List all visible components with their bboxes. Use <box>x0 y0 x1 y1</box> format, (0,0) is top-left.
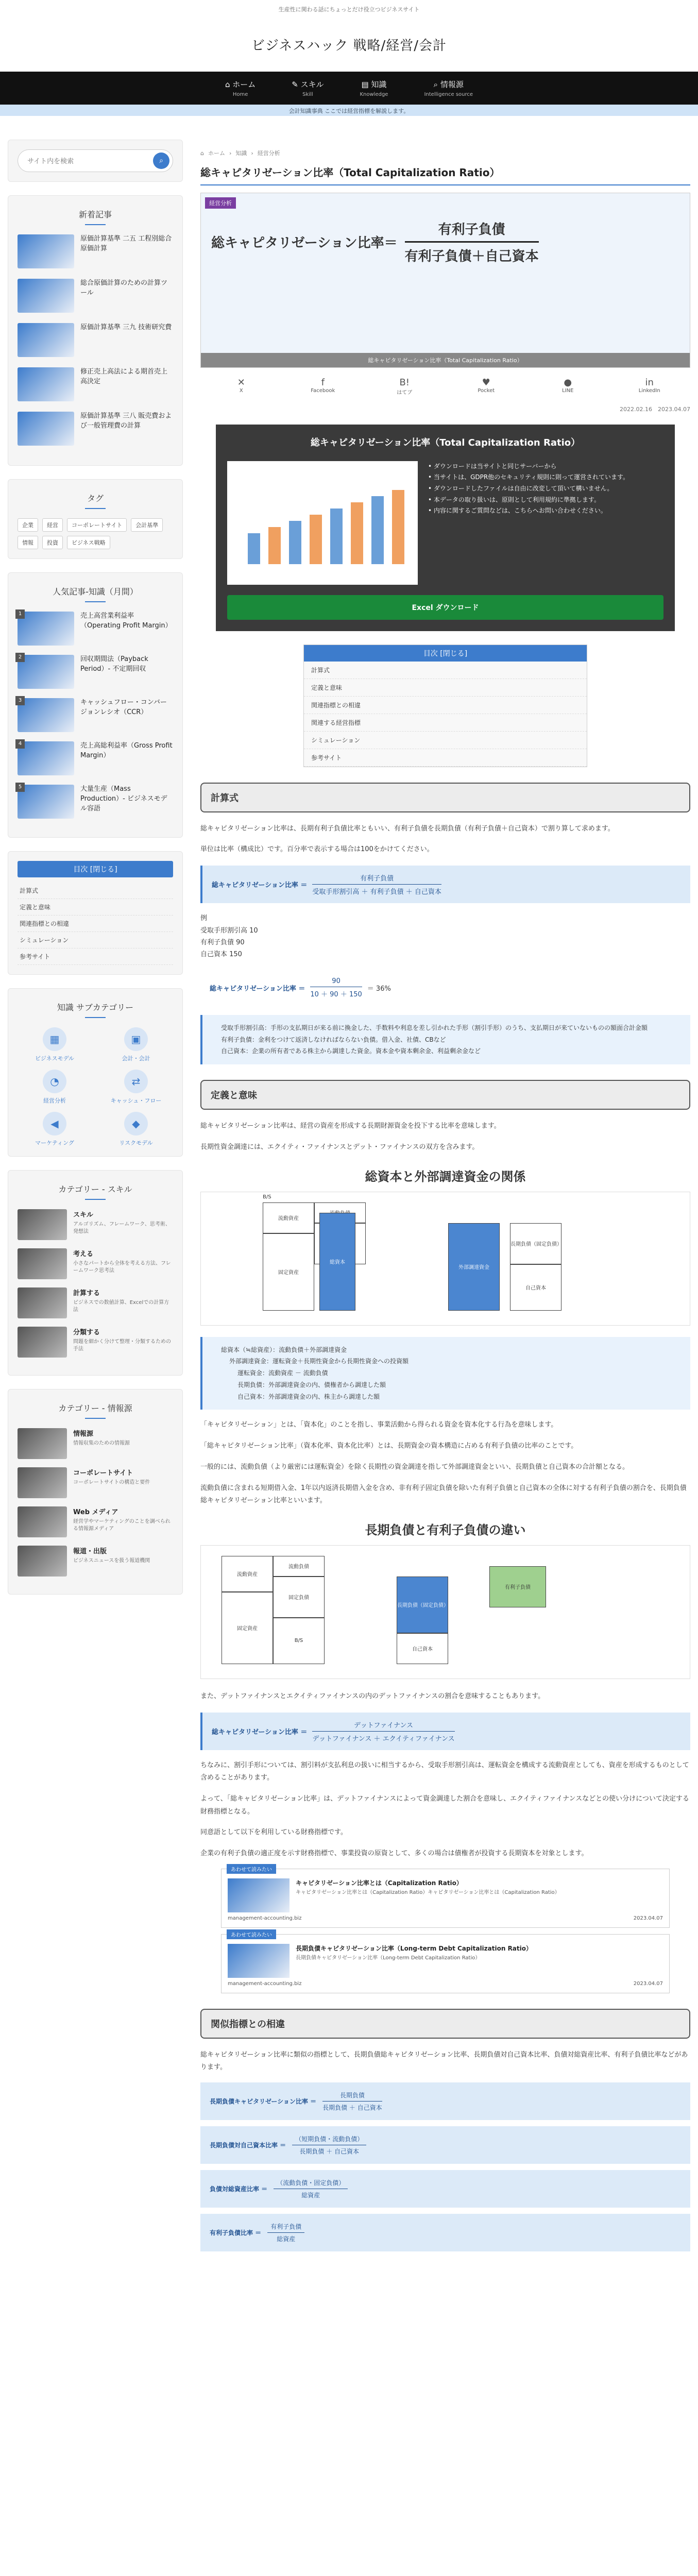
list-item[interactable]: 総合原価計算のための計算ツール <box>18 279 173 313</box>
related-formula: 有利子負債比率 ＝ 有利子負債 総資産 <box>200 2214 690 2251</box>
search-icon: ⌕ <box>159 157 163 165</box>
list-item[interactable]: 原価計算基準 二五 工程別総合原価計算 <box>18 234 173 268</box>
preview-bar <box>248 533 260 564</box>
skill-thumbnail <box>18 1248 67 1279</box>
facebook-icon: f <box>321 377 325 388</box>
list-item[interactable]: 修正売上高法による期首売上高決定 <box>18 367 173 401</box>
skill-icon: ✎ <box>292 80 301 89</box>
breadcrumb-item[interactable]: ホーム <box>208 150 225 157</box>
calculator-icon: ▣ <box>124 1027 148 1051</box>
rank-number: 2 <box>15 653 25 662</box>
knowledge-widget <box>8 988 183 1157</box>
info-item[interactable]: 情報源 情報収集のための情報源 <box>18 1428 173 1459</box>
download-box <box>216 425 675 631</box>
post-thumbnail <box>18 234 74 268</box>
toc-item[interactable]: 計算式 <box>304 662 587 679</box>
knowledge-grid <box>18 1027 173 1147</box>
related-link-card[interactable]: あわせて読みたい 長期負債キャピタリゼーション比率（Long-term Debt Capitalization Ratio） 長期負債キャピタリゼーション比率（Long-term Debt Capitalization Ratio） management-accounting.biz 2023.04.07 <box>221 1934 670 1993</box>
category-item[interactable]: ◆ リスクモデル <box>99 1112 173 1147</box>
toc-item[interactable]: 関連指標との相違 <box>18 916 173 932</box>
related-badge: あわせて読みたい <box>227 1864 276 1874</box>
skill-widget <box>8 1170 183 1376</box>
toc-header[interactable]: 目次 [閉じる] <box>18 861 173 877</box>
info-item[interactable]: コーポレートサイト コーポレートサイトの構造と要件 <box>18 1467 173 1498</box>
paragraph: 総キャピタリゼーション比率は、経営の資産を形成する長期財源資金を投下する比率を意味します。 <box>200 1122 501 1130</box>
ranking-widget <box>8 572 183 838</box>
post-thumbnail <box>18 367 74 401</box>
search-icon: ⌕ <box>433 80 440 89</box>
sidebar-toc <box>8 851 183 975</box>
list-item[interactable]: 原価計算基準 三九 技術研究費 <box>18 323 173 357</box>
eyecatch-fraction: $\frac{\text{有利子負債}}{\text{有利子負債＋自己資本}}$ <box>405 219 539 265</box>
x-icon: ✕ <box>237 377 245 388</box>
skill-title: カテゴリー - スキル <box>18 1183 173 1200</box>
share-hatena-button[interactable]: B! はてブ <box>384 377 425 396</box>
paragraph: 「キャピタリゼーション」とは、「資本化」のことを指し、事業活動から得られる資金を資本化する行為を意味します。 <box>200 1421 558 1429</box>
preview-bar <box>268 527 281 564</box>
toc-item[interactable]: 計算式 <box>18 883 173 899</box>
rank-number: 3 <box>15 696 25 705</box>
diagram-title: 総資本と外部調達資金の関係 <box>365 1169 526 1184</box>
ranking-title: 人気記事-知識（月間） <box>18 585 173 602</box>
shield-icon: ◆ <box>124 1112 148 1136</box>
category-item[interactable]: ◀ マーケティング <box>18 1112 92 1147</box>
formula-example: 総キャピタリゼーション比率 ＝ 90 10 ＋ 90 ＋ 150 ＝ 36% <box>200 970 690 1006</box>
home-icon: ⌂ <box>225 80 233 89</box>
flow-icon: ⇄ <box>124 1070 148 1093</box>
info-item[interactable]: Web メディア 経営学やマーケティングのことを調べられる情報源メディア <box>18 1506 173 1537</box>
nav-skill[interactable]: ✎ スキル Skill <box>292 80 324 97</box>
site-title[interactable]: ビジネスハック 戦略/経営/会計 <box>251 38 447 54</box>
rank-number: 4 <box>15 739 25 749</box>
tag-list <box>18 518 173 549</box>
pie-icon: ◔ <box>43 1070 66 1093</box>
megaphone-icon: ◀ <box>43 1112 66 1136</box>
post-thumbnail <box>18 741 74 775</box>
article <box>200 140 690 2258</box>
share-linkedin-button[interactable]: in LinkedIn <box>629 377 670 396</box>
share-pocket-button[interactable]: ♥ Pocket <box>466 377 507 396</box>
ranking-item[interactable]: 2 回収期間法（Payback Period）- 不定期回収 <box>18 655 173 689</box>
preview-bar <box>371 496 384 564</box>
list-item[interactable]: 原価計算基準 三八 販売費および一般管理費の計算 <box>18 412 173 446</box>
rank-number: 5 <box>15 783 25 792</box>
preview-bar <box>330 509 343 564</box>
tag-item[interactable]: 投資 <box>42 536 63 549</box>
post-thumbnail <box>18 323 74 357</box>
excel-preview-chart <box>227 461 418 585</box>
paragraph: 総キャピタリゼーション比率に類似の指標として、長期負債総キャピタリゼーション比率、長期負債対自己資本比率、負債対総資産比率、有利子負債比率などがあります。 <box>200 2050 688 2072</box>
skill-thumbnail <box>18 1327 67 1358</box>
top-tagline: 生産性に関わる話にちょっとだけ役立つビジネスサイト <box>278 6 420 13</box>
preview-bar <box>289 521 301 564</box>
line-icon: ● <box>564 377 572 388</box>
tag-item[interactable]: 情報 <box>18 536 38 549</box>
paragraph: 単位は比率（構成比）です。百分率で表示する場合は100をかけてください。 <box>200 845 434 854</box>
share-facebook-button[interactable]: f Facebook <box>302 377 344 396</box>
search-input[interactable] <box>27 157 153 165</box>
paragraph: 総キャピタリゼーション比率は、長期有利子負債比率ともいい、有利子負債を長期負債（有利子負債＋自己資本）で割り算して求めます。 <box>200 824 615 833</box>
eyecatch-image <box>200 193 690 368</box>
category-item[interactable]: ◔ 経営分析 <box>18 1070 92 1105</box>
excel-download-button[interactable]: Excel ダウンロード <box>227 595 663 620</box>
linkedin-icon: in <box>645 377 654 388</box>
section-heading-definition: 定義と意味 <box>200 1080 690 1110</box>
toc-item[interactable]: 関連する経営指標 <box>304 714 587 732</box>
toc-item[interactable]: シミュレーション <box>18 932 173 948</box>
preview-bar <box>392 490 404 564</box>
related-formula: 長期負債キャピタリゼーション比率 ＝ 長期負債 長期負債 ＋ 自己資本 <box>200 2082 690 2120</box>
post-thumbnail <box>18 279 74 313</box>
tag-item[interactable]: ビジネス戦略 <box>67 536 110 549</box>
nav-knowledge[interactable]: ▤ 知識 Knowledge <box>360 80 388 97</box>
breadcrumb-item[interactable]: 経営分析 <box>257 150 280 157</box>
download-notes: • ダウンロードは当サイトと同じサーバーから • 当サイトは、GDPR他のセキュリティ規則に則って運営されています。 • ダウンロードしたファイルは自由に改変して頂いて構いません。 • 本データの取り扱いは、原則として利用規約に準拠します。 • 内容に関するご質問などは、こちらへお問い合わせください。 <box>428 461 629 585</box>
global-nav <box>0 72 698 105</box>
share-line-button[interactable]: ● LINE <box>547 377 588 396</box>
paragraph: 長期性資金調達には、エクイティ・ファイナンスとデット・ファイナンスの双方を含みます。 <box>200 1143 479 1151</box>
tag-item[interactable]: 経営 <box>42 518 63 532</box>
skill-thumbnail <box>18 1287 67 1318</box>
ranking-item[interactable]: 3 キャッシュフロー・コンバージョンレシオ（CCR） <box>18 698 173 732</box>
section-heading-calc: 計算式 <box>200 783 690 812</box>
example-block: 例 受取手形割引高 10 有利子負債 90 自己資本 150 <box>200 914 258 959</box>
rank-number: 1 <box>15 609 25 619</box>
post-thumbnail <box>18 612 74 646</box>
post-thumbnail <box>18 412 74 446</box>
search-button[interactable] <box>153 152 169 169</box>
search-box <box>18 149 173 172</box>
category-badge: 経営分析 <box>205 197 236 209</box>
toc-item[interactable]: 定義と意味 <box>304 679 587 697</box>
formula-box: 総キャピタリゼーション比率 ＝ デットファイナンス デットファイナンス ＋ エクイティファイナンス <box>200 1713 690 1750</box>
info-thumbnail <box>18 1506 67 1537</box>
page-title: 総キャピタリゼーション比率（Total Capitalization Ratio） <box>200 164 690 185</box>
link-thumbnail <box>228 1944 290 1978</box>
new-posts-widget <box>8 195 183 466</box>
category-item[interactable]: ▦ ビジネスモデル <box>18 1027 92 1062</box>
capital-bullets: 総資本（≒総資産）：流動負債＋外部調達資金 外部調達資金：運転資金＋長期性資金から長期性資金への投資額 運転資金：流動資産 － 流動負債 長期負債：外部調達資金の内、債権者から調達した額 自己資本：外部調達資金の内、株主から調達した額 <box>200 1337 690 1410</box>
skill-item[interactable]: スキル アルゴリズム、フレームワーク、思考術、発想法 <box>18 1209 173 1240</box>
notice-bar: 会計知識事典 ここでは経営指標を解説します。 <box>0 105 698 116</box>
breadcrumb: ⌂ ホーム › 知識 › 経営分析 <box>200 149 280 157</box>
share-x-button[interactable]: ✕ X <box>220 377 262 396</box>
paragraph: よって、「総キャピタリゼーション比率」は、デットファイナンスによって資金調達した割合を意味し、エクイティファイナンスなどとの使い分けについて決定する財務指標となる。 <box>200 1794 689 1816</box>
debt-diagram: 流動資産 流動負債 固定資産 固定負債 長期負債（固定負債） 有利子負債 自己資本 B/S <box>200 1545 690 1679</box>
skill-thumbnail <box>18 1209 67 1240</box>
paragraph: 「総キャピタリゼーション比率」（資本化率、資本化比率）とは、長期資金の資本構造に占める有利子負債の比率のことです。 <box>200 1442 578 1450</box>
eyecatch-caption: 総キャピタリゼーション比率（Total Capitalization Ratio） <box>201 353 690 367</box>
ranking-item[interactable]: 1 売上高営業利益率（Operating Profit Margin） <box>18 612 173 646</box>
tag-item[interactable]: 企業 <box>18 518 38 532</box>
related-badge: あわせて読みたい <box>227 1929 276 1939</box>
nav-home[interactable]: ⌂ ホーム Home <box>225 80 256 97</box>
preview-bar <box>351 502 363 564</box>
paragraph: 流動負債に含まれる短期借入金、1年以内返済長期借入金を含め、非有利子固定負債を除いた有利子負債と自己資本の全体に対する有利子負債の割合を、長期負債総キャピタリゼーション比率といいます。 <box>200 1484 687 1505</box>
nav-source[interactable]: ⌕ 情報源 Intelligence source <box>424 80 473 97</box>
category-item[interactable]: ▣ 会計・会計 <box>99 1027 173 1062</box>
toc-item[interactable]: シミュレーション <box>304 732 587 749</box>
paragraph: また、デットファイナンスとエクイティファイナンスの内のデットファイナンスの割合を意味することもあります。 <box>200 1692 545 1700</box>
info-widget <box>8 1389 183 1595</box>
search-widget <box>8 140 183 182</box>
sidebar <box>8 140 183 2258</box>
tag-title: タグ <box>18 492 173 509</box>
ranking-item[interactable]: 5 大量生産（Mass Production）- ビジネスモデル容語 <box>18 785 173 819</box>
chart-icon: ▦ <box>43 1027 66 1051</box>
post-thumbnail <box>18 655 74 689</box>
article-toc <box>303 645 587 767</box>
toc-header[interactable]: 目次 [閉じる] <box>304 645 587 662</box>
toc-item[interactable]: 参考サイト <box>18 948 173 965</box>
breadcrumb-item[interactable]: 知識 <box>235 150 247 157</box>
post-thumbnail <box>18 698 74 732</box>
balance-sheet-diagram: 流動資産 固定資産 総資本 外部調達資金 自己資本 長期負債（固定負債） B/S <box>200 1192 690 1326</box>
skill-item[interactable]: 分類する 問題を細かく分けて整理・分類するための手法 <box>18 1327 173 1358</box>
diagram-title: 長期負債と有利子負債の違い <box>365 1522 526 1537</box>
related-formula: 長期負債対自己資本比率 ＝ （短期負債・流動負債） 長期負債 ＋ 自己資本 <box>200 2126 690 2164</box>
ranking-item[interactable]: 4 売上高総利益率（Gross Profit Margin） <box>18 741 173 775</box>
paragraph: 同意語として以下を利用している財務指標です。 <box>200 1828 347 1837</box>
new-posts-title: 新着記事 <box>18 208 173 225</box>
info-item[interactable]: 報道・出版 ビジネスニュースを扱う報道機関 <box>18 1546 173 1577</box>
paragraph: 企業の有利子負債の適正度を示す財務指標で、事業投資の原資として、多くの場合は債権者が投資する長期資本を対象とします。 <box>200 1850 588 1858</box>
term-notes: 受取手形割引高：手形の支払期日が来る前に換金した、手数料や利息を差し引かれた手形（割引手形）のうち、支払期日が来ていないものの額面合計金額 有利子負債：金利をつけて返済しなければならない負債。借入金、社債、CBなど 自己資本：企業の所有者である株主から調達した資金。資本金や資本剰余金、利益剰余金など <box>200 1015 690 1064</box>
info-title: カテゴリー - 情報源 <box>18 1402 173 1419</box>
post-dates: 2022.02.16 2023.04.07 <box>620 406 690 413</box>
info-thumbnail <box>18 1428 67 1459</box>
formula-box: 総キャピタリゼーション比率 ＝ 有利子負債 受取手形割引高 ＋ 有利子負債 ＋ 自己資本 <box>200 866 690 903</box>
share-buttons <box>200 377 690 396</box>
tag-item[interactable]: 会計基準 <box>131 518 163 532</box>
toc-item[interactable]: 関連指標との相違 <box>304 697 587 714</box>
section-heading-related: 関似指標との相違 <box>200 2009 690 2039</box>
skill-item[interactable]: 考える 小さなパートから全体を考える方法、フレームワーク思考法 <box>18 1248 173 1279</box>
info-thumbnail <box>18 1546 67 1577</box>
book-icon: ▤ <box>361 80 371 89</box>
hatena-icon: B! <box>399 377 410 388</box>
skill-item[interactable]: 計算する ビジネスでの数値計算、Excelでの計算方法 <box>18 1287 173 1318</box>
eyecatch-label: 総キャピタリゼーション比率＝ <box>211 235 398 251</box>
paragraph: ちなみに、割引手形については、割引料が支払利息の扱いに相当するから、受取手形割引高は、運転資金を構成する流動資産としても、資産を形成するものとして含めることがあります。 <box>200 1761 689 1782</box>
preview-bar <box>310 515 322 564</box>
post-thumbnail <box>18 785 74 819</box>
related-link-card[interactable]: あわせて読みたい キャピタリゼーション比率とは（Capitalization Ratio） キャピタリゼーション比率とは（Capitalization Ratio）キャピタリゼーション比率とは（Capitalization Ratio） management-accounting.biz 2023.04.07 <box>221 1869 670 1928</box>
pocket-icon: ♥ <box>482 377 490 388</box>
tag-item[interactable]: コーポレートサイト <box>67 518 127 532</box>
tag-widget <box>8 479 183 559</box>
download-title: 総キャピタリゼーション比率（Total Capitalization Ratio） <box>310 437 581 448</box>
paragraph: 一般的には、流動負債（より厳密には運転資金）を除く長期性の資金調達を指して外部調達資金といい、長期負債と自己資本の合計額となる。 <box>200 1463 629 1471</box>
home-icon: ⌂ <box>200 149 204 157</box>
info-thumbnail <box>18 1467 67 1498</box>
related-formula: 負債対総資産比率 ＝ （流動負債・固定負債） 総資産 <box>200 2170 690 2208</box>
toc-item[interactable]: 参考サイト <box>304 749 587 767</box>
category-item[interactable]: ⇄ キャッシュ・フロー <box>99 1070 173 1105</box>
toc-item[interactable]: 定義と意味 <box>18 899 173 916</box>
link-thumbnail <box>228 1878 290 1912</box>
knowledge-title: 知識 サブカテゴリー <box>18 1001 173 1018</box>
